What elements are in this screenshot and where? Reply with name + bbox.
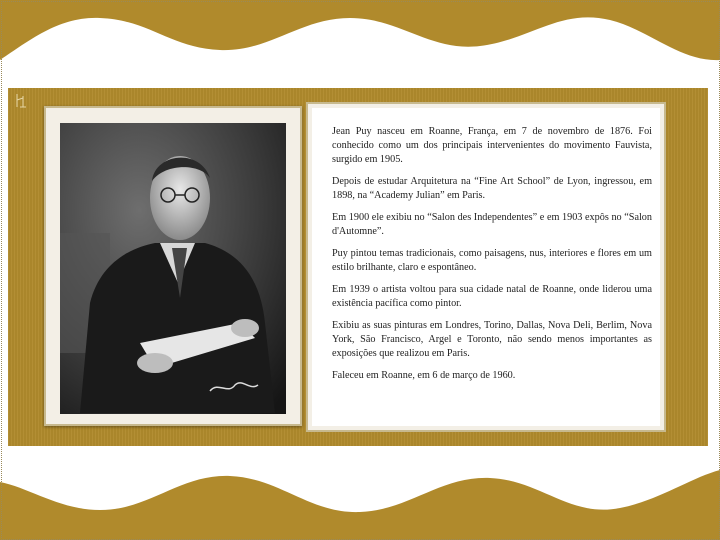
paragraph-5: Em 1939 o artista voltou para sua cidade natal de Roanne, onde liderou uma existência pacífica como pintor.: [332, 284, 652, 309]
portrait-photo: [60, 123, 286, 414]
paragraph-3: Em 1900 ele exibiu no “Salon des Independentes” e em 1903 expôs no “Salon d'Automne”.: [332, 212, 652, 237]
top-wave: [0, 0, 720, 60]
paragraph-6: Exibiu as suas pinturas em Londres, Torino, Dallas, Nova Deli, Berlim, Nova York, São Francisco, Argel e Toronto, não sendo menos importantes as exposições que realizou em Paris.: [332, 320, 652, 359]
small-logo-icon: [14, 92, 28, 110]
paragraph-2: Depois de estudar Arquitetura na “Fine Art School” de Lyon, ingressou, em 1898, na “Academy Julian” em Paris.: [332, 176, 652, 201]
paragraph-4: Puy pintou temas tradicionais, como paisagens, nus, interiores e flores em um estilo brilhante, claro e espontâneo.: [332, 248, 652, 273]
biography-text: [332, 125, 652, 391]
paragraph-1: Jean Puy nasceu em Roanne, França, em 7 de novembro de 1876. Foi conhecido como um dos principais intervenientes do movimento Fauvista, surgido em 1905.: [332, 126, 652, 165]
paragraph-7: Faleceu em Roanne, em 6 de março de 1960.: [332, 370, 516, 381]
biography-panel: [312, 108, 660, 426]
bottom-wave: [0, 470, 720, 540]
